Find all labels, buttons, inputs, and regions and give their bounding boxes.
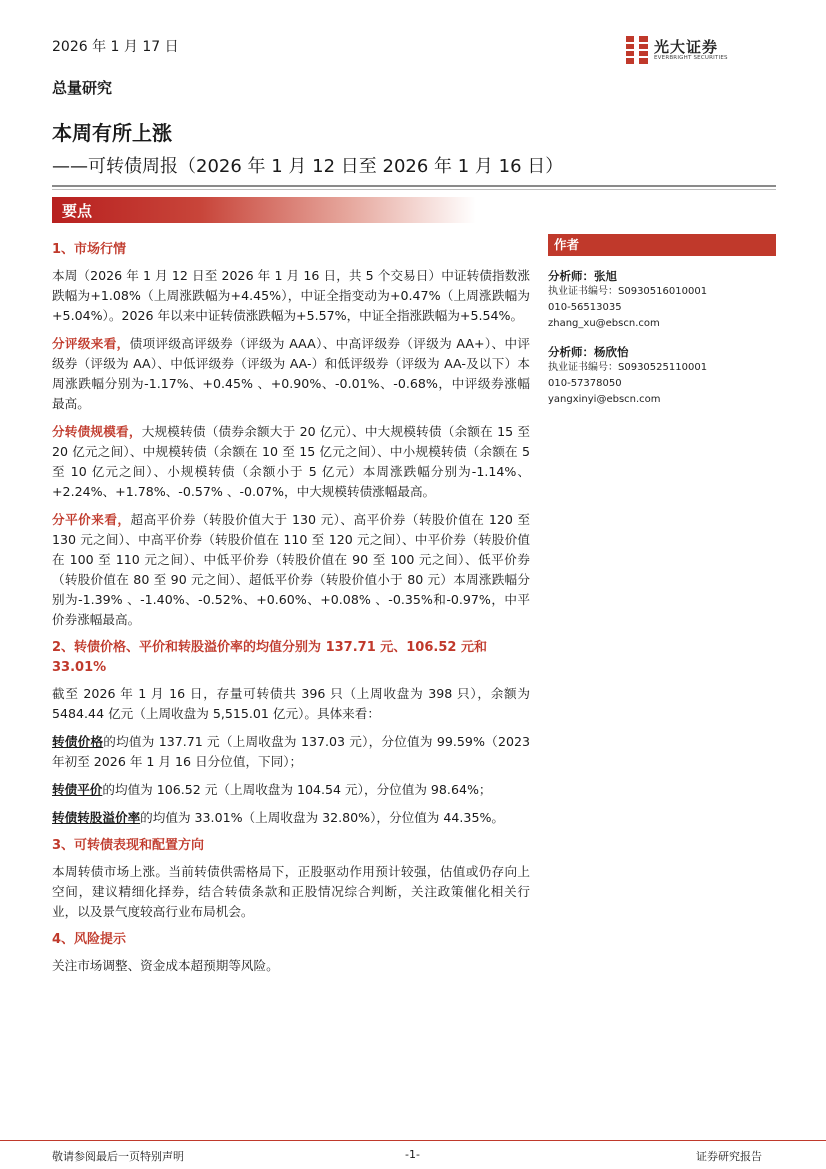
author-1-name: 分析师：张旭	[548, 269, 617, 283]
brand-logo	[626, 36, 736, 66]
author-1-cert: 执业证书编号：S0930516010001	[548, 286, 708, 297]
lead-bond-price: 转债价格	[52, 734, 104, 749]
brand-name: 光大证券	[654, 38, 719, 56]
paragraph-allocation: 本周转债市场上涨。当前转债供需格局下，正股驱动作用预计较强，估值或仍存向上空间，建议精细化择券，结合转债条款和正股情况综合判断，关注政策催化相关行业，以及景气度较高行业布局机会。	[52, 864, 530, 919]
brand-logo-icon	[626, 36, 648, 64]
report-category: 总量研究	[52, 79, 113, 97]
report-title: 本周有所上涨	[52, 121, 172, 145]
paragraph-by-size	[52, 422, 530, 502]
page-number: -1-	[405, 1148, 420, 1161]
author-2-phone: 010-57378050	[548, 378, 622, 389]
footer-disclaimer: 敬请参阅最后一页特别声明	[52, 1150, 184, 1163]
text-bond-parity: 的均值为 106.52 元（上周收盘为 104.54 元），分位值为 98.64%；	[102, 782, 492, 797]
main-content	[52, 240, 530, 984]
paragraph-bond-price	[52, 732, 530, 772]
paragraph-bond-parity	[52, 780, 530, 800]
title-divider	[52, 185, 776, 187]
lead-by-parity: 分平价来看，	[52, 512, 131, 527]
author-sidebar	[548, 234, 776, 408]
paragraph-conversion-premium	[52, 808, 530, 828]
section-heading-market: 1、市场行情	[52, 242, 127, 257]
paragraph-market-overview: 本周（2026 年 1 月 12 日至 2026 年 1 月 16 日，共 5 个交易日）中证转债指数涨跌幅为+1.08%（上周涨跌幅为+4.45%），中证全指变动为+0.47%（上周涨跌幅为+5.04%）。2026 年以来中证转债涨跌幅为+5.57%，中证全指涨跌幅为+5.54%。	[52, 268, 530, 323]
brand-subtitle: EVERBRIGHT SECURITIES	[654, 55, 728, 61]
author-1-phone: 010-56513035	[548, 302, 622, 313]
text-by-size: 大规模转债（债券余额大于 20 亿元）、中大规模转债（余额在 15 至 20 亿元之间）、中规模转债（余额在 10 至 15 亿元之间）、中小规模转债（余额在 5 至 10 亿元之间）、小规模转债（余额小于 5 亿元）本周涨跌幅分别为-1.14%、+2.24%、+1.78%、-0.57% 、-0.07%，中大规模转债涨幅最高。	[52, 424, 531, 499]
text-by-parity: 超高平价券（转股价值大于 130 元）、高平价券（转股价值在 120 至 130 元之间）、中高平价券（转股价值在 110 至 120 元之间）、中平价券（转股价值在 100 至 110 元之间）、中低平价券（转股价值在 90 至 100 元之间）、低平价券（转股价值在 80 至 90 元之间）、超低平价券（转股价值小于 80 元）本周涨跌幅分别为-1.39% 、-1.40%、-0.52%、+0.60%、+0.08% 、-0.35%和-0.97%，中平价券涨幅最高。	[52, 512, 530, 627]
section-heading-risk: 4、风险提示	[52, 932, 127, 947]
footer-divider	[0, 1140, 826, 1141]
title-divider-thin	[52, 189, 776, 190]
footer-report-type: 证券研究报告	[696, 1150, 762, 1163]
key-points-label: 要点	[62, 202, 93, 220]
text-by-rating: 债项评级高评级券（评级为 AAA）、中高评级券（评级为 AA+）、中评级券（评级为 AA）、中低评级券（评级为 AA-）和低评级券（评级为 AA-及以下）本周涨跌幅分别为-1.17%、+0.45% 、+0.90%、-0.01%、-0.68%，中评级券涨幅最高。	[52, 336, 531, 411]
paragraph-valuation-summary: 截至 2026 年 1 月 16 日，存量可转债共 396 只（上周收盘为 398 只），余额为 5484.44 亿元（上周收盘为 5,515.01 亿元）。具体来看：	[52, 686, 530, 721]
key-points-banner	[52, 197, 476, 223]
author-2-cert: 执业证书编号：S0930525110001	[548, 362, 708, 373]
text-bond-price: 的均值为 137.71 元（上周收盘为 137.03 元），分位值为 99.59%（2023 年初至 2026 年 1 月 16 日分位值，下同）；	[52, 734, 531, 769]
author-2-name: 分析师：杨欣怡	[548, 345, 629, 359]
author-1-email: zhang_xu@ebscn.com	[548, 318, 660, 329]
text-conversion-premium: 的均值为 33.01%（上周收盘为 32.80%），分位值为 44.35%。	[140, 810, 505, 825]
paragraph-by-parity	[52, 510, 530, 630]
section-heading-allocation: 3、可转债表现和配置方向	[52, 838, 205, 853]
author-2-email: yangxinyi@ebscn.com	[548, 394, 661, 405]
lead-bond-parity: 转债平价	[52, 782, 103, 797]
section-heading-valuation: 2、转债价格、平价和转股溢价率的均值分别为 137.71 元、106.52 元和 33.01%	[52, 640, 487, 675]
lead-conversion-premium: 转债转股溢价率	[52, 810, 141, 825]
lead-by-rating: 分评级来看，	[52, 336, 130, 351]
authors-label: 作者	[548, 234, 776, 256]
paragraph-by-rating	[52, 334, 530, 414]
lead-by-size: 分转债规模看，	[52, 424, 142, 439]
paragraph-risk: 关注市场调整、资金成本超预期等风险。	[52, 958, 279, 973]
report-date: 2026 年 1 月 17 日	[52, 39, 179, 55]
report-subtitle: ——可转债周报（2026 年 1 月 12 日至 2026 年 1 月 16 日）	[52, 156, 564, 177]
